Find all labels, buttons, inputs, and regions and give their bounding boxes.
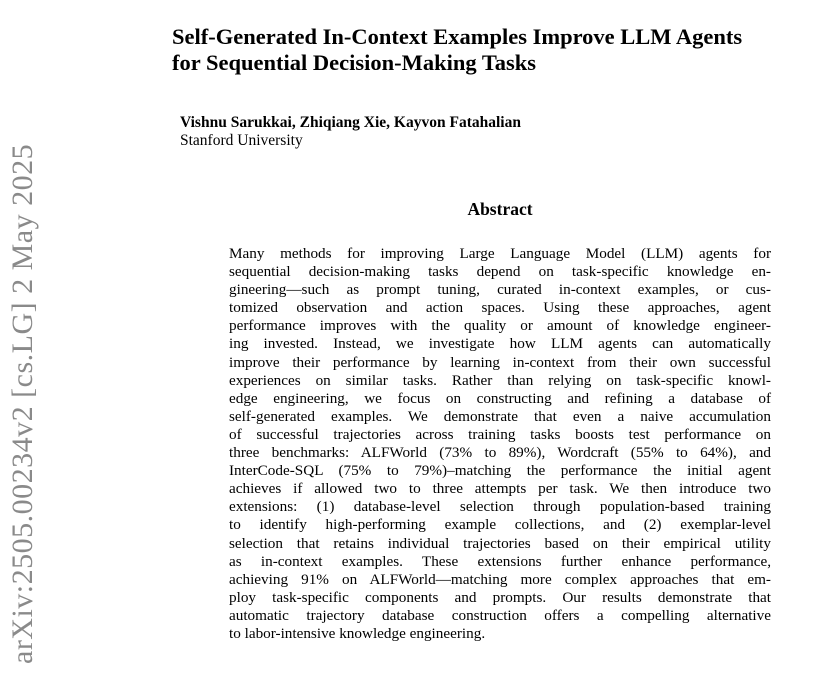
abstract-line: three benchmarks: ALFWorld (73% to 89%), Wordcraft (55% to 64%), and — [229, 444, 771, 462]
abstract-line: self-generated examples. We demonstrate that even a naive accumulation — [229, 407, 771, 425]
abstract-line: of successful trajectories across training tasks boosts test performance on — [229, 425, 771, 443]
arxiv-identifier-text: arXiv:2505.00234v2 [cs.LG] 2 May 2025 — [6, 143, 39, 664]
abstract-line: edge engineering, we focus on constructing and refining a database of — [229, 389, 771, 407]
abstract-line: automatic trajectory database construction offers a compelling alternative — [229, 606, 771, 624]
abstract-line: achieves if allowed two to three attempts per task. We then introduce two — [229, 480, 771, 498]
author-affiliation: Stanford University — [180, 132, 303, 149]
author-list: Vishnu Sarukkai, Zhiqiang Xie, Kayvon Fatahalian — [180, 114, 521, 131]
abstract-line: experiences on similar tasks. Rather than relying on task-specific knowl- — [229, 371, 771, 389]
abstract-line: tomized observation and action spaces. Using these approaches, agent — [229, 299, 771, 317]
abstract-line: to labor-intensive knowledge engineering. — [229, 624, 486, 642]
arxiv-identifier-sidebar — [2, 0, 44, 686]
abstract-heading: Abstract — [467, 199, 533, 219]
abstract-body — [229, 245, 771, 643]
abstract-line: performance improves with the quality or amount of knowledge engineer- — [229, 317, 771, 335]
abstract-line: ing invested. Instead, we investigate how LLM agents can automatically — [229, 335, 771, 353]
abstract-line: improve their performance by learning in-context from their own successful — [229, 353, 771, 371]
abstract-line: Many methods for improving Large Language Model (LLM) agents for — [229, 245, 771, 262]
paper-title-line-1: Self-Generated In-Context Examples Improve LLM Agents — [172, 24, 743, 49]
abstract-line: InterCode-SQL (75% to 79%)–matching the performance the initial agent — [229, 462, 771, 480]
abstract-line: ploy task-specific components and prompts. Our results demonstrate that — [229, 588, 771, 606]
abstract-line: gineering—such as prompt tuning, curated in-context examples, or cus- — [229, 281, 771, 299]
abstract-line: sequential decision-making tasks depend on task-specific knowledge en- — [229, 263, 771, 281]
abstract-line: achieving 91% on ALFWorld—matching more complex approaches that em- — [229, 570, 771, 588]
abstract-line: extensions: (1) database-level selection through population-based training — [229, 498, 771, 516]
abstract-line: to identify high-performing example collections, and (2) exemplar-level — [229, 516, 771, 534]
abstract-line: as in-context examples. These extensions further enhance performance, — [229, 552, 771, 570]
paper-title — [172, 24, 822, 76]
abstract-line: selection that retains individual trajectories based on their empirical utility — [229, 534, 771, 552]
paper-title-line-2: for Sequential Decision-Making Tasks — [172, 50, 537, 75]
